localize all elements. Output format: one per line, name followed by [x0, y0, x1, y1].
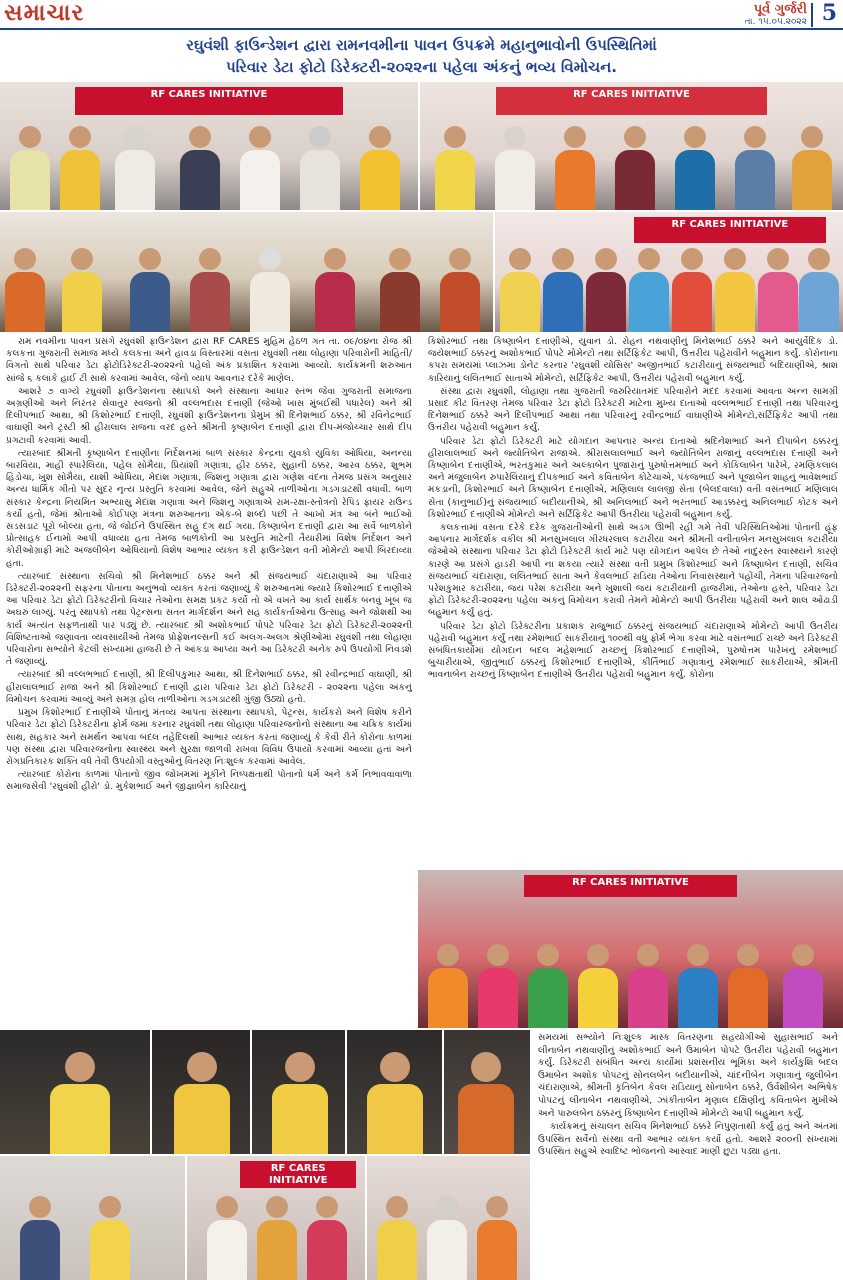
photo-speaker-2 — [152, 1030, 250, 1154]
article-headline — [0, 34, 843, 78]
photo-ladies-group — [495, 212, 843, 332]
article-right-column — [428, 336, 838, 870]
paragraph: સંસ્થા દ્વારા રઘુવંશી, લોહાણા તથા ગુજરાતી જરુરિયાતમંદ પરિવારોને મદદ કરવામાં આવતા અન્ન સામગ્રી પ્રસાદ કીટ વિતરણ તેમજ પરિવાર ડેટા ફોટો ડિરેક્ટરી માટેના મુખ્ય દાતાઓ વલ્લભભાઈ દત્તાણી તથા પરિવારનું દિનેશભાઈ ઠક્કરે અને દિલીપભાઈ આથા તથા પરિવારનું રવીન્દ્રભાઈ વાઘાણીએ મોમેન્ટો,સર્ટિફિકેટ આપી તથા ઉત્તરીય પહેરાવી બહુમાન કર્યું. — [428, 385, 838, 434]
section-title: સમાચાર — [4, 0, 85, 26]
photo-felicitation-group — [420, 82, 843, 210]
paragraph: પરિવાર ડેટા ફોટો ડિરેક્ટરી માટે યોગદાન આપનાર અન્ય દાતાઓ શ્રદિનેશભાઈ અને દીપાબેન ઠક્કરનું હીરાલાલભાઈ અને જ્યોતિબેન રાજાએ. શ્રીરાસલાલભાઈ અને જ્યોતિબેન રાજાનું વલ્લભદાસ દત્તાણી અને કિષ્ણાબેન દત્તાણીએ, ભરતકુમાર અને અલ્કાબેન પુજારાનું પુરુષોત્તમભાઈ અને કોકિલાબેન પારેખે, રમણિકલાલ અને મંજુલાબેન રુપારેલિયાનું દીપકભાઈ અને કવિતાબેન કોટેચાએ, પંકજભાઈ અને પૂજાબેન શાહનું ભાવેશભાઈ મકડાની, કિશોરભાઈ અને કિષ્ણાબેન દત્તાણીએ, મણિલાલ લાલજી સેતા (બેલદવાલા) વતી વસંતભાઈ મણિલાલ સેતા (કાનુભાઈ)નું સંજયભાઈ બદીયાનીએ, શ્રી અનિલભાઈ અને ભરતભાઈ આડક્કરનું અનિલભાઈ કોટક અને કિશોરભાઈ દત્તાણીએ મોમેન્ટો અને સર્ટિફિકેટ આપી ઉતરીયા પહેરાવી બહુમાન કર્યું. — [428, 435, 838, 520]
paragraph: પરિવાર ડેટા ફોટો ડિરેક્ટરીના પ્રકાશક રાજુભાઈ ઠક્કરનું સંજયભાઈ ચંદારાણાએ મોમેન્ટો આપી ઉતરીય પહેરાવી બહુમાન કર્યું તથા રમેશભાઈ સાકરીયાનું ૧૦૦થી વધુ ફોર્મ ભેગા કરવા માટે વસંતભાઈ રાચ્છે અને ડિરેક્ટરી સંબંધિતકાર્યોમાં યોગદાન બદલ મહેશભાઈ રાચ્છનું કિશોરભાઈ દત્તાણીએ, પુરુષોત્તમ પારેખનું રમેશભાઈ બુચારીયાએ, જીતુભાઈ ઠક્કરનું કિશોરભાઈ દત્તાણીએ, કીર્તિભાઈ ગણાત્રાનું રમેશભાઈ સાકરીયાએ, શ્રીમતી ભાવનાબેન રાચ્છનું કિષ્ણાબેન દત્તાણીએ ઉતરીય પહેરાવી બહુમાન કર્યું. કોરોના — [428, 620, 838, 681]
headline-line-1: રઘુવંશી ફાઉન્ડેશન દ્વારા રામનવમીના પાવન ઉપક્રમે મહાનુભાવોની ઉપસ્થિતિમાં — [186, 36, 657, 54]
photo-banner: RF CARES INITIATIVE — [75, 87, 343, 115]
photo-children-performance — [418, 870, 843, 1028]
page-number: 5 — [821, 0, 837, 26]
paragraph: ત્યારબાદ શ્રીમતી કૃષ્ણાબેન દત્તાણીના નિર્દેશનમાં બાળ સંસ્કાર કેન્દ્રના યુવકો યુવિકા ઓધિયા, અનન્યા બારવિયા, માહી સ્પારેલિયા, પહેલ સોમૈયા, પ્રિયાંશી ગણાત્રા, હીર ઠક્કર, સુહાની ઠક્કર, આરવ ઠક્કર, શુભમ હિંડોચા, ખુશ સોમૈયા, યાશી ઓધિયા, મેદાંશ ગણાત્રા, જિશનુ ગણાત્રા દ્વારા ગણેશ વંદના તેમજ પ્રસંગ અનુસાર અન્ય ધાર્મિક ગીતો પર સુંદર નૃત્ય પ્રસ્તુતિ કરવામાં આવેલ, જેને સહુએ તાળીઓના ગડગડાટથી વધાવી. બાળ સંસ્કાર કેન્દ્રના નિયમિત અભ્યાસુ મેદાંશ ગણાત્રા અને જિશનુ ગણાત્રાએ રામ-રક્ષા-સ્તોત્રનો રેપિડ ફાયર રાઉન્ડ કર્યો હતો, જેમાં શ્રોતાઓ કોઈપણ મંત્રના શરુઆતના એક-બે શબ્દો પછી તે આખો મંત્ર આ બંને ભાઈઓ સડસડાટ પૂરો બોલ્યા હતા, જે જોઈને ઉપસ્થિત સહુ દંગ થઈ ગયા. કિષ્ણાબેન દત્તાણી દ્વારા આ સર્વે બાળકોને પ્રોત્સાહક ઈનામો આપી વધાવ્યા હતા તેમજ બાળકોની આ પ્રસ્તુતિ માટેની તૈયારીમાં વિશેષ નિર્દેશન અને કોરીઓગ્રાફી માટે અંજલીબેન ઓધિયાનો વિશેષ આભાર વ્યક્ત કરી ફાઉન્ડેશન વતી મોમેન્ટો આપી બિરદાવ્યા હતા. — [6, 447, 412, 569]
paragraph: કાર્યક્રમનું સંચાલન સચિવ મિનેશભાઈ ઠક્કરે નિપુણતાથી કર્યું હતું અને અંતમાં ઉપસ્થિત સર્વેનો સંસ્થા વતી આભાર વ્યક્ત કર્યો હતો. આશરે ૨૦૦ની સંખ્યામાં ઉપસ્થિત સહુએ સ્વાદિષ્ટ ભોજનનો આસ્વાદ માણી છુટા પડ્યા હતા. — [538, 1121, 838, 1158]
masthead-divider — [811, 3, 813, 27]
masthead — [0, 0, 843, 30]
publication-info — [744, 2, 807, 28]
paragraph: ત્યારબાદ સંસ્થાના સચિવો શ્રી મિનેશભાઈ ઠક્કર અને શ્રી સંજયભાઈ ચંદારાણાએ આ પરિવાર ડિરેક્ટરી-૨૦૨૨ની સફરના પોતાના અનુભવો વ્યક્ત કરતાં જણાવ્યું કે શરુઆતમાં જ્યારે કિશોરભાઈ દત્તાણીએ આ પરિવાર ડેટા ફોટો ડિરેક્ટરીનો વિચાર તેઓના સમક્ષ પ્રકટ કર્યો તો એ વખતે આ કાર્ય સાર્થક બનવું ખૂબ જ અઘરું લાગ્યું. પરંતુ સ્થાપકો તથા પેટ્રન્સના સતત માર્ગદર્શન અને સહ કાર્યકર્તાઓના ઉત્સાહ અને જોશથી આ કાર્ય અત્યંત સફળતાથી પાર પડ્યું છે. ત્યારબાદ શ્રી અશોકભાઈ પોપટે પરિવાર ડેટા ફોટો ડિરેક્ટરી-૨૦૨૨ની વિશિષ્ટતાઓ જણાવતા વ્યવસાયીઓ તેમજ પ્રોફેશનલ્સની કઈ અલગ-અલગ શ્રેણીઓમાં રઘુવંશી તથા લોહાણા પરિવારોના સભ્યોને કેટલી સંખ્યામાં હાજરી છે તે આંકડા આપ્યા અને આ ડિરેક્ટરી અનેક રુપે ઉપયોગી નિવડશે તે જણાવ્યું. — [6, 570, 412, 668]
photo-speaker-5 — [444, 1030, 530, 1154]
paragraph: કિશોરભાઈ તથા કિષ્ણાબેન દત્તાણીએ, યુવાન ડો. રોહન નથવાણીનું મિનેશભાઈ ઠક્કરે અને આયુર્વેદિક ડો. જયેશભાઈ ઠક્કરનું અશોકભાઈ પોપટે મોમેન્ટો તથા સર્ટિફિકેટ આપી, ઉત્તરીય પહેરાવીને બહુમાન કર્યું. કોરોનાના કપરા સમયમાં પ્લાઝમા ડોનેટ કરનાર 'રઘુવંશી યોસિસ' અજીતભાઈ કટારીયાનું સંજયભાઈ બદિયાણીએ, શ્રાશ કારિયાનું લલિતભાઈ સાતાએ મોમેન્ટો, સર્ટિફિકેટ આપી, ઉત્તરીય પહેરાવી બહુમાન કર્યું. — [428, 336, 838, 384]
issue-date: તા. ૧૫.૦૫.૨૦૨૨ — [744, 17, 807, 27]
paragraph: ત્યારબાદ શ્રી વલ્લભભાઈ દત્તાણી, શ્રી દિલીપકુમાર આથા, શ્રી દિનેશભાઈ ઠક્કર, શ્રી રવીન્દ્રભાઈ વાઘાણી, શ્રી હીરાલાલભાઈ રાજા અને શ્રી કિશોરભાઈ દત્તાણી દ્વારા પરિવાર ડેટા ફોટો ડિરેક્ટરી - ૨૦૨૨ના પહેલા અંકનું વિમોચન કરવામાં આવ્યું અને સમગ્ર હોલ તાળીઓના ગડગડાટથી ગુંજી ઉઠ્યો હતો. — [6, 669, 412, 705]
photo-banner-3: RF CARES INITIATIVE — [634, 217, 825, 243]
photo-banner-5: RF CARES INITIATIVE — [240, 1161, 356, 1188]
photo-banner-4: RF CARES INITIATIVE — [524, 875, 737, 897]
paragraph: રામ નવમીના પાવન પ્રસંગે રઘુવંશી ફાઉન્ડેશન દ્વારા RF CARES મુહિમ હેઠળ ગત તા. ૦૯/૦૪ના રોજ શ્રી કલકત્તા ગુજરાતી સમાજ મધ્યે કલકત્તા અને હાવડા વિસ્તારમાં વસતા રઘુવંશી તથા લોહાણા પરિવારોની માહિતી/વિગતો સાથે પરિવાર ડેટા ફોટોડિરેક્ટરી-૨૦૨૨નો પહેલો અંક પ્રકાશિત કરવામાં આવ્યો. કાર્યક્રમની શરુઆત સાંજે ૬ કલાકે હાઈ ટી સાથે કરવામાં આવેલ, જેનો વ્યાપ આવનાર દરેકે માણેલ. — [6, 336, 412, 384]
photo-visit-group — [0, 212, 493, 332]
photo-honour-ceremony — [187, 1156, 365, 1280]
photo-speaker-4 — [347, 1030, 442, 1154]
photo-speaker-1 — [0, 1030, 150, 1154]
article-left-column — [6, 336, 412, 870]
publication-name: પૂર્વ ગુર્જરી — [753, 2, 807, 17]
paragraph: સમયમાં સભ્યોને નિઃશુલ્ક માસ્ક વિતરણના સહયોગીઓ સુહાસભાઈ અને લીનાબેન નથવાણીનું અશોકભાઈ અને ઉમાબેન પોપટે ઉતરીય પહેરાવી બહુમાન કર્યું. ડિરેક્ટરી સંબંધિત અન્ય કાર્યોમાં પ્રશંસનીય ભૂમિકા અને કાર્યકુશિ બદલ ઉમાબેન અશોક પોપટનું સોનલબેન બદીયાનીએ, ચાંદનીબેન ગણાત્રાનું જુલીબેન ચંદારાણાએ, શ્રીમતી કૃતિબેન કેવલ રાડિયાનું સોનાબેન ઠક્કરે, ઉર્વશીબેન અભિષેક પોપટનું લીનાબેન નથવાણીએ, ઝાંકીતાબેન મૃણાલ દક્ષિણીનું કવિતાબેન મુખીએ અને પારુલબેન ઠક્કરનું કિષ્ણાબેન દત્તાણીએ મોમેન્ટો આપી બહુમાન કર્યું. — [538, 1032, 838, 1119]
photo-book-launch-group — [0, 82, 418, 210]
paragraph: ત્યારબાદ કોરોના કાળમાં પોતાનો જીવ જોખમમાં મૂકીને નિષ્પક્ષતાથી પોતાનો ધર્મ અને કર્મ નિભાવવાવાળા સમાજસેવી 'રઘુવંશી હીરો' ડો. મુકેશભાઈ અને જીજ્ઞાબેન કારિયાનું — [6, 769, 412, 793]
photo-guests-left — [0, 1156, 185, 1280]
headline-line-2: પરિવાર ડેટા ફોટો ડિરેક્ટરી-૨૦૨૨ના પહેલા અંકનું ભવ્ય વિમોચન. — [226, 58, 617, 76]
photo-certificate-presentation — [367, 1156, 530, 1280]
paragraph: કલકત્તામાં વસતા દરેકે દરેક ગુજરાતીઓની સાથે અડગ ઊભી રહી ગમે તેવી પરિસ્થિતિઓમાં પોતાની હૂંફ આપનાર માર્ગદર્શક વકીલ શ્રી મનસુખલાલ ગીરધરલાલ કટારીયા અને શ્રીમતી વનીતાબેન મનસુખલાલ કટારીયા જેઓએ સંસ્થાના પરિવાર ડેટા ફોટો ડિરેક્ટરી કાર્ય માટે પણ યોગદાન આપેલ છે તેઓ નાદુરસ્ત સ્વાસ્થ્યને કારણે કારણે આ પ્રસંગે હાડરી આપી ના શકયા ત્યારે સંસ્થા વતી પ્રમુખ કિશોરભાઈ અને કિષ્ણાબેન દત્તાણી, સચિવ સંજયભાઈ ચંદારાણા, લલિતભાઈ સાતા અને કેવલભાઈ રાડિયા તેઓના નિવાસસ્થાને પહોંચી, તેમના પરિવારજનો પરેશકુમાર કટારીયા, જય પરેશ કટારીયા અને ખુશાલી જય કટારીયાની હાજરીમાં, તેઓના હસ્તે, પરિવાર ડેટા ફોટો ડિરેક્ટરી-૨૦૨૨ના પહેલા અંકનું વિમોચન કરાવી તેમને મોમેન્ટો આપી ઉતરીયા પહેરાવી અને શાલ ઓઢાડી બહુમાન કર્યું હતું. — [428, 522, 838, 619]
photo-speaker-3 — [252, 1030, 345, 1154]
article-continuation-column — [538, 1032, 838, 1278]
paragraph: આશરે ૭ વાગ્યે રઘુવંશી ફાઉન્ડેશનના સ્થાપકો અને સંસ્થાના આધાર સ્તંભ જેવા ગુજરાતી સમાજના અગ્રણીઓ અને નિરંતર સેવાતુર સ્વજનો શ્રી વલ્લભદાસ દત્તાણી (જેઓ ખાસ મુંબઈથી પધારેલ) અને શ્રી દિલીપભાઈ આથા, શ્રી કિશોરભાઈ દત્તાણી, રઘુવંશી ફાઉન્ડેશનના પ્રેમુખ શ્રી દિનેશભાઈ ઠક્કર, શ્રી રવિનેદ્રભાઈ વાઘાણી અને ટ્રસ્ટી શ્રી હીરાલાલ રાજના વરદ હસ્તે શ્રીમતી કૃષ્ણાબેન દત્તાણી દ્વારા દીપ-મંજોચ્ચાર સાથે દીપ પ્રગટાવી કરવામાં આવી. — [6, 385, 412, 446]
paragraph: પ્રમુખ કિશોરભાઈ દત્તાણીએ પોતાનું મંતવ્ય આપતા સંસ્થાના સ્થાપકો, પેટ્રન્સ, કાર્યકરો અને વિશેષ કરીને પરિવાર ડેટા ફોટો ડિરેક્ટરીના ફોર્મ જમા કરનાર રઘુવંશી તથા લોહાણા પરિવારજનોનો સંસ્થાના આ ચક્રિક કાર્યમાં સાથ, સહકાર અને સમર્થન આપવા બદલ તહેદિલથી આભાર વ્યક્ત કરતાં જણાવ્યું કે કેવી રીતે કોરોના કાળમાં પણ સંસ્થા દ્વારા પરિવારજનોના સ્વાસ્થ્ય અને સુરક્ષા જાળવી રાખવા વિવિધ ઉપાયો કરવામાં આવ્યા હતાં અને રોગપ્રતિકારક શક્તિ વધે તેવી ઉપયોગી વસ્તુઓનું વિતરણ નિઃશુલ્ક કરવામાં આવેલ. — [6, 707, 412, 767]
photo-banner-2: RF CARES INITIATIVE — [496, 87, 767, 115]
